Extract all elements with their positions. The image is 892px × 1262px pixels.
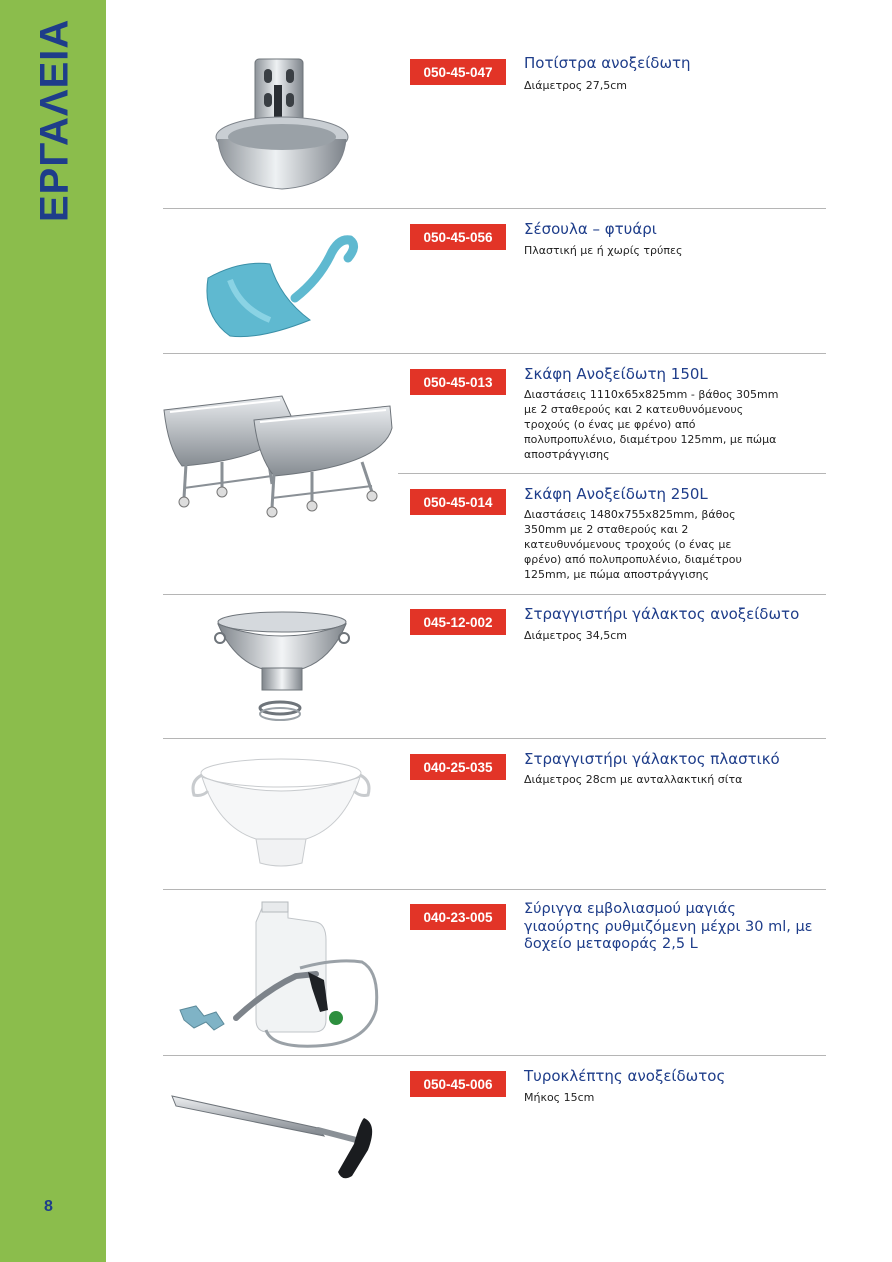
yogurt-syringe-image (176, 900, 386, 1052)
plastic-scoop-image (200, 228, 360, 343)
divider (163, 738, 826, 739)
cheese-trier-image (168, 1088, 384, 1183)
stainless-strainer-image (214, 610, 350, 730)
divider (163, 594, 826, 595)
product-description: Διάμετρος 28cm με ανταλλακτική σίτα (524, 773, 743, 786)
divider (398, 473, 826, 474)
product-description: Διαστάσεις 1480x755x825mm, βάθος 350mm με 2 σταθερούς και 2 κατευθυνόμενους τροχούς (ο ένας με φρένο) από πολυπροπυλένιο, διαμέτρου 125mm, με πώμα αποστράγγισης (524, 508, 742, 581)
page-number: 8 (44, 1198, 53, 1215)
product-description: Διάμετρος 27,5cm (524, 79, 627, 92)
divider (163, 208, 826, 209)
product-code-badge: 050-45-014 (410, 489, 506, 515)
product-code-badge: 040-23-005 (410, 904, 506, 930)
product-title: Σκάφη Ανοξείδωτη 250L (524, 485, 708, 503)
product-description: Πλαστική με ή χωρίς τρύπες (524, 244, 683, 257)
divider (163, 353, 826, 354)
product-code-badge: 045-12-002 (410, 609, 506, 635)
divider (163, 889, 826, 890)
product-title: Στραγγιστήρι γάλακτος πλαστικό (524, 750, 780, 768)
product-title: Στραγγιστήρι γάλακτος ανοξείδωτο (524, 605, 800, 623)
product-description: Διάμετρος 34,5cm (524, 629, 627, 642)
product-description: Διαστάσεις 1110x65x825mm - βάθος 305mm με 2 σταθερούς και 2 κατευθυνόμενους τροχούς (ο ένας με φρένο) από πολυπροπυλένιο, διαμέτρου 125mm, με πώμα αποστράγγισης (524, 388, 779, 461)
product-code-badge: 040-25-035 (410, 754, 506, 780)
product-code-badge: 050-45-047 (410, 59, 506, 85)
stainless-drinker-image (210, 55, 355, 195)
product-title: Ποτίστρα ανοξείδωτη (524, 54, 691, 72)
product-description: Μήκος 15cm (524, 1091, 595, 1104)
product-code-badge: 050-45-006 (410, 1071, 506, 1097)
product-title: Σέσουλα – φτυάρι (524, 220, 657, 238)
product-code-badge: 050-45-056 (410, 224, 506, 250)
product-title: Τυροκλέπτης ανοξείδωτος (524, 1067, 726, 1085)
stainless-tubs-image (162, 388, 394, 523)
section-title: ΕΡΓΑΛΕΙΑ (32, 18, 77, 222)
plastic-strainer-image (190, 755, 372, 873)
product-code-badge: 050-45-013 (410, 369, 506, 395)
product-title: Σύριγγα εμβολιασμού μαγιάς γιαούρτης ρυθμιζόμενη μέχρι 30 ml, με δοχείο μεταφοράς 2,5 L (524, 901, 813, 952)
divider (163, 1055, 826, 1056)
product-title: Σκάφη Ανοξείδωτη 150L (524, 365, 708, 383)
